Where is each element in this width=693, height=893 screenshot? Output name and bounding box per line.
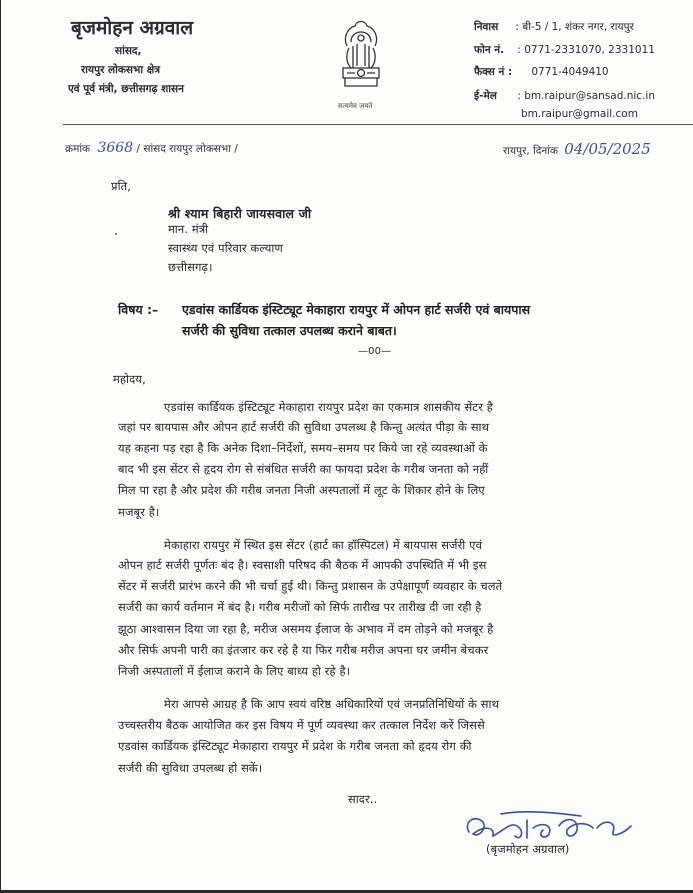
- phone-value: : 0771-2331070, 2331011: [517, 44, 655, 56]
- para2-line: सेंटर में सर्जरी प्रारंभ करने की भी चर्चा हुई थी। किन्तु प्रशासन के उपेक्षापूर्ण व्यवहार के चलते: [118, 579, 503, 593]
- emblem-motto: सत्यमेव जयते: [338, 102, 373, 110]
- phone-row: [474, 43, 655, 57]
- letter-date: 04/05/2025: [564, 140, 651, 158]
- para1-line: मिल पा रहा है और प्रदेश की गरीब जनता निजी अस्पतालों में लूट के शिकार होने के लिए: [118, 483, 485, 497]
- recipient-title-2: स्वास्थ्य एवं परिवार कल्याण: [168, 241, 283, 255]
- email-value: : bm.raipur@sansad.nic.in: [517, 90, 655, 102]
- para1-line: एडवांस कार्डियक इंस्टिट्यूट मेकाहारा रायपुर प्रदेश का एकमात्र शासकीय सेंटर है: [164, 400, 493, 414]
- para3-line: उच्चस्तरीय बैठक आयोजित कर इस विषय में पूर्ण व्यवस्था कर तत्काल निर्देश करें जिससे: [118, 718, 485, 732]
- subject-separator: —00—: [358, 346, 392, 357]
- email-row: [474, 89, 655, 103]
- phone-label: फोन नं.: [474, 44, 505, 56]
- letterhead-designation: सांसद,: [115, 45, 142, 57]
- place-date-label: रायपुर, दिनांक: [503, 145, 558, 157]
- recipient-to: प्रति,: [111, 179, 131, 193]
- reference-suffix: / सांसद रायपुर लोकसभा /: [136, 143, 238, 155]
- letterhead-name: बृजमोहन अग्रवाल: [71, 17, 194, 39]
- letterhead-former-post: एवं पूर्व मंत्री, छत्तीसगढ़ शासन: [68, 83, 184, 95]
- address-row: [474, 20, 634, 34]
- letterhead-divider: [63, 124, 693, 125]
- para1-line: बाद भी इस सेंटर से हृदय रोग से संबंधित सर्जरी का फायदा प्रदेश के गरीब जनता को नहीं: [118, 462, 489, 476]
- fax-value: 0771-4049410: [531, 66, 609, 78]
- signatory-name: (बृजमोहन अग्रवाल): [486, 842, 570, 856]
- reference-line: [65, 140, 238, 156]
- para2-line: ओपन हार्ट सर्जरी पूर्णतः बंद है। स्वसाशी परिषद की बैठक में आपकी उपस्थिति में भी इस: [118, 558, 487, 572]
- reference-number: 3668: [97, 140, 134, 156]
- subject-label: विषय :–: [118, 302, 159, 317]
- para2-line: निजी अस्पतालों में ईलाज कराने के लिए बाध्य हो रहे है।: [118, 664, 351, 678]
- para1-line: यह कहना पड़ रहा है कि अनेक दिशा–निर्देशों, समय–समय पर किये जा रहे व्यवस्थाओं के: [118, 441, 488, 455]
- para3-line: मेरा आपसे आग्रह है कि आप स्वयं वरिष्ठ अधिकारियों एवं जनप्रतिनिधियों के साथ: [164, 697, 500, 711]
- letterhead-constituency: रायपुर लोकसभा क्षेत्र: [81, 64, 161, 76]
- para2-line: सर्जरी का कार्य वर्तमान में बंद है। गरीब मरीजों को सिर्फ तारीख पर तारीख दी जा रही है: [118, 600, 482, 614]
- reference-label: क्रमांक: [65, 143, 91, 155]
- national-emblem-icon: [333, 16, 389, 104]
- email-label: ई-मेल: [474, 90, 497, 102]
- recipient-title-1: मान. मंत्री: [168, 222, 209, 236]
- address-value: : बी-5 / 1, शंकर नगर, रायपुर: [515, 21, 634, 33]
- address-label: निवास: [474, 21, 499, 33]
- fax-row: [474, 65, 609, 79]
- subject-line-1: एडवांस कार्डियक इंस्टिट्यूट मेकाहारा रायपुर में ओपन हार्ट सर्जरी एवं बायपास: [182, 302, 531, 317]
- email-value-2: bm.raipur@gmail.com: [521, 108, 638, 120]
- closing: सादर..: [348, 792, 378, 806]
- para1-line: मजबूर है।: [118, 505, 160, 519]
- ink-dot: [115, 233, 117, 235]
- para3-line: एडवांस कार्डियक इंस्टिट्यूट मेकाहारा रायपुर में प्रदेश के गरीब जनता को हृदय रोग की: [118, 739, 472, 753]
- para2-line: और सिर्फ अपनी पारी का इंतजार कर रहे है या फिर गरीब मरीज अपना घर जमीन बेचकर: [118, 643, 489, 657]
- date-line: [503, 140, 651, 158]
- recipient-title-3: छत्तीसगढ़।: [168, 260, 213, 274]
- para2-line: झूठा आश्वासन दिया जा रहा है, मरीज असमय ईलाज के अभाव में दम तोड़ने को मजबूर है: [118, 622, 494, 636]
- recipient-name: श्री श्याम बिहारी जायसवाल जी: [168, 206, 312, 221]
- para3-line: सर्जरी की सुविधा उपलब्ध हो सकें।: [118, 761, 263, 775]
- subject-line-2: सर्जरी की सुविधा तत्काल उपलब्ध कराने बाबत।: [182, 323, 397, 338]
- para2-line: मेकाहारा रायपुर में स्थित इस सेंटर (हार्ट का हॉस्पिटल) में बायपास सर्जरी एवं: [164, 538, 483, 552]
- fax-label: फैक्स नं :: [474, 66, 513, 78]
- salutation: महोदय,: [113, 372, 146, 386]
- para1-line: जहां पर बायपास और ओपन हार्ट सर्जरी की सुविधा उपलब्ध है किन्तु अत्यंत पीड़ा के साथ: [118, 420, 490, 434]
